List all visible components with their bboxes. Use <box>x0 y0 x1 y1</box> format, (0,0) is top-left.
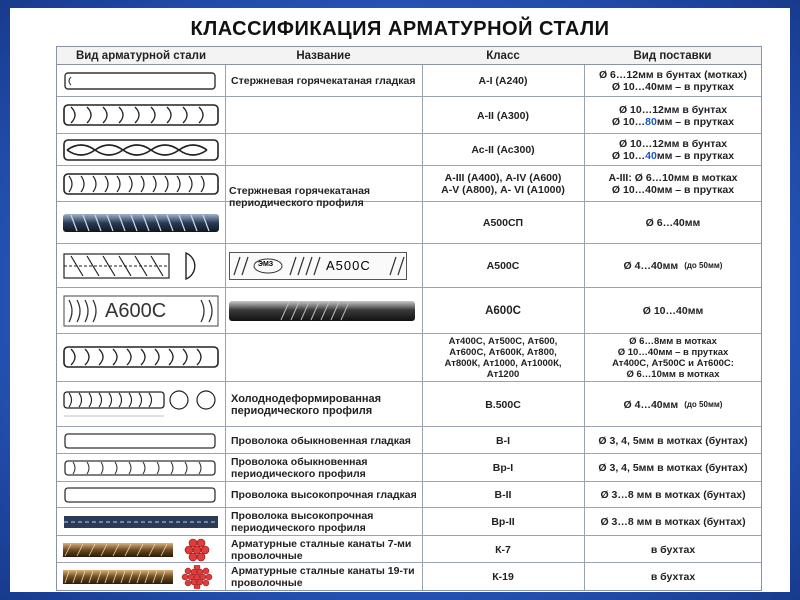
table-row <box>57 482 761 508</box>
table-row <box>57 334 761 382</box>
a600c-bar-image <box>61 292 221 330</box>
supply-line: Ø 6…12мм в бунтах (мотках) <box>598 69 748 81</box>
class-cell: Вр-II <box>491 516 515 528</box>
class-line: Ат400С, Ат500С, Ат600, <box>448 336 558 347</box>
smooth-wire-image <box>61 430 221 452</box>
strand-7-image <box>61 538 221 562</box>
thermo-bar-image <box>61 342 221 372</box>
smooth-bar-image <box>61 69 221 93</box>
hs-smooth-wire-image <box>61 485 221 505</box>
table-row <box>57 97 761 134</box>
supply-note: (до 50мм) <box>684 261 723 270</box>
class-line: Ат800К, Ат1000, Ат1000К, <box>444 358 562 369</box>
stamp-text: А500С <box>326 258 371 273</box>
crescent-ribbed-bar-image <box>61 136 221 164</box>
class-line: Ат600С, Ат600К, Ат800, <box>449 347 557 358</box>
class-cell <box>423 166 583 202</box>
class-cell: Ас-II (Ас300) <box>471 144 535 156</box>
rebar-photo-image <box>229 298 415 324</box>
supply-cell <box>585 334 761 382</box>
header-type: Вид арматурной стали <box>57 47 225 65</box>
supply-cell <box>585 166 761 202</box>
bar-marking: А600С <box>105 300 167 322</box>
supply-cell: Ø 10…40мм <box>642 305 704 317</box>
supply-line <box>612 150 734 162</box>
class-cell: В-I <box>496 434 510 447</box>
table-row <box>57 65 761 97</box>
rebar-photo-image <box>61 208 221 238</box>
supply-cell: Ø 3, 4, 5мм в мотках (бунтах) <box>598 434 748 447</box>
class-cell: К-19 <box>492 571 514 583</box>
class-cell: А-I (А240) <box>478 75 528 87</box>
marking-stamp <box>229 252 407 280</box>
supply-line <box>612 116 734 128</box>
supply-cell: в бухтах <box>650 571 696 583</box>
slide <box>10 8 790 592</box>
name-cell: Проволока высокопрочная гладкая <box>231 489 417 501</box>
supply-text: мм – в прутках <box>656 150 735 162</box>
supply-note: (до 50мм) <box>684 399 723 409</box>
supply-highlight: 80 <box>645 115 657 128</box>
name-cell-group: Стержневая горячекатаная периодического профиля <box>229 185 371 209</box>
supply-line: Ø 4…40мм <box>623 398 679 411</box>
header-name: Название <box>225 47 422 65</box>
table-row <box>57 563 761 591</box>
table-row <box>57 244 761 288</box>
supply-text: мм – в прутках <box>656 115 735 128</box>
profile-drawing-image <box>61 248 221 284</box>
name-cell: Проволока высокопрочная периодического профиля <box>231 510 374 534</box>
table-row <box>57 288 761 334</box>
supply-line: Ø 10…40мм – в прутках <box>611 184 735 196</box>
supply-line: Ø 6…10мм в мотках <box>626 369 720 380</box>
table-row <box>57 536 761 563</box>
name-cell: Проволока обыкновенная гладкая <box>231 434 411 447</box>
supply-cell: Ø 3…8 мм в мотках (бунтах) <box>600 489 746 501</box>
name-cell: Арматурные сталные канаты 19-ти проволочные <box>231 565 415 589</box>
supply-cell <box>585 244 761 288</box>
supply-line: Ø 4…40мм <box>623 260 679 272</box>
supply-line: А-III: Ø 6…10мм в мотках <box>608 172 738 184</box>
class-cell: К-7 <box>495 543 511 556</box>
supply-cell <box>585 65 761 97</box>
class-cell <box>423 334 583 382</box>
cold-deformed-bar-image <box>61 386 221 422</box>
name-cell: Стержневая горячекатаная гладкая <box>231 75 416 87</box>
strand-19-image <box>61 565 221 589</box>
page-title: КЛАССИФИКАЦИЯ АРМАТУРНОЙ СТАЛИ <box>190 18 610 40</box>
supply-cell: Ø 3, 4, 5мм в мотках (бунтах) <box>598 462 748 474</box>
stamp-mark: ЭМЗ <box>258 261 274 268</box>
class-line: Ат1200 <box>486 369 520 380</box>
supply-highlight: 40 <box>645 150 657 162</box>
supply-text: Ø 10… <box>611 150 646 162</box>
hs-periodic-wire-image <box>61 512 221 532</box>
supply-line: Ø 10…40мм – в прутках <box>617 347 729 358</box>
class-line: А-V (А800), А- VI (А1000) <box>441 184 565 196</box>
supply-cell <box>585 134 761 166</box>
supply-line: Ø 10…12мм в бунтах <box>618 138 728 150</box>
header-class: Класс <box>422 47 584 65</box>
table-row <box>57 508 761 536</box>
class-cell: А600С <box>485 305 521 317</box>
supply-cell <box>585 382 761 427</box>
supply-cell: Ø 3…8 мм в мотках (бунтах) <box>600 516 746 528</box>
table-row <box>57 454 761 482</box>
supply-cell: Ø 6…40мм <box>645 217 701 229</box>
table-row <box>57 382 761 427</box>
supply-cell <box>585 97 761 134</box>
table-row <box>57 427 761 454</box>
name-cell: Проволока обыкновенная периодического профиля <box>231 456 368 480</box>
periodic-bar-image <box>61 170 221 198</box>
supply-cell: в бухтах <box>650 543 696 556</box>
class-cell: Вр-I <box>492 462 514 474</box>
class-cell: А-II (А300) <box>477 109 529 122</box>
class-cell: А500СП <box>482 217 524 229</box>
class-cell: В-II <box>494 489 512 501</box>
supply-line: Ø 6…8мм в мотках <box>629 336 717 347</box>
supply-line: Ø 10…40мм – в прутках <box>611 81 735 93</box>
class-line: А-III (А400), А-IV (А600) <box>444 172 562 184</box>
name-cell: Холоднодеформированная периодического профиля <box>231 392 382 417</box>
name-cell: Арматурные сталные канаты 7-ми проволочные <box>231 537 412 562</box>
table-row <box>57 134 761 166</box>
class-cell: А500С <box>486 260 520 272</box>
header-supply: Вид поставки <box>584 47 761 65</box>
supply-text: Ø 10… <box>611 115 646 128</box>
supply-line: Ат400С, Ат500С и Ат600С: <box>612 358 734 369</box>
ribbed-bar-image <box>61 100 221 130</box>
supply-line: Ø 10…12мм в бунтах <box>618 103 728 116</box>
class-cell: В.500С <box>485 398 521 411</box>
periodic-wire-image <box>61 457 221 479</box>
classification-table <box>56 46 762 591</box>
